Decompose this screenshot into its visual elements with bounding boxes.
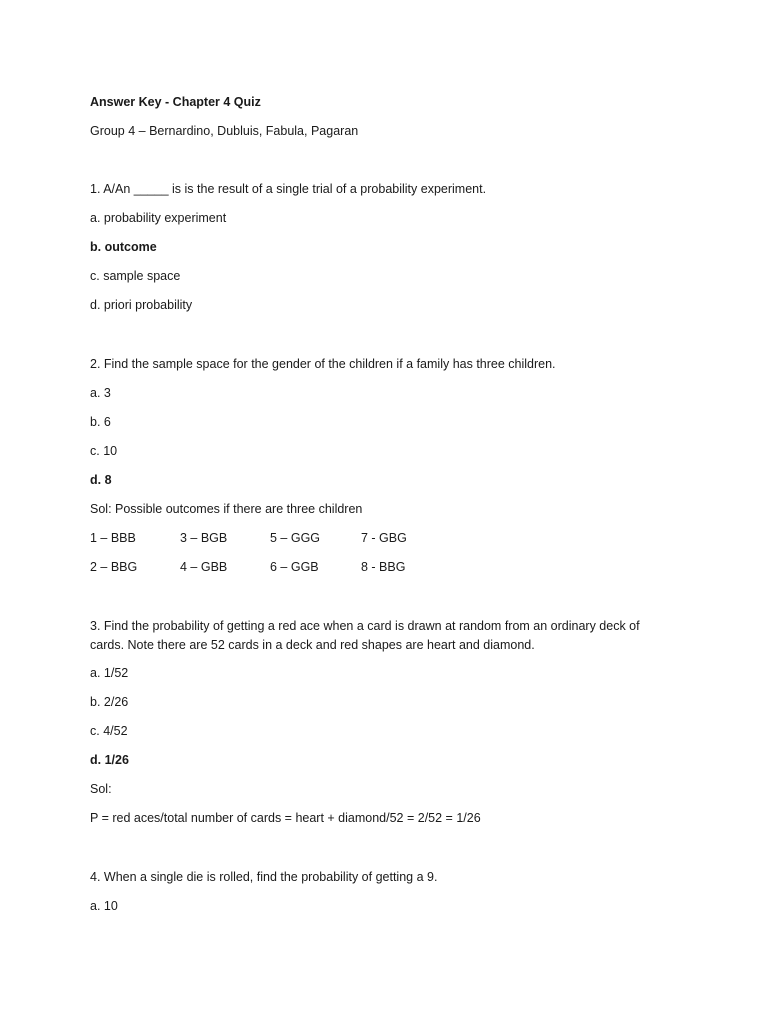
outcome-cell: 5 – GGG — [270, 531, 321, 545]
q2-choice-a: a. 3 — [90, 386, 111, 400]
q3-solution-formula: P = red aces/total number of cards = heart + diamond/52 = 2/52 = 1/26 — [90, 811, 481, 825]
q2-choice-d-answer: d. 8 — [90, 473, 112, 487]
outcome-cell: 6 – GGB — [270, 560, 319, 574]
outcome-cell: 4 – GBB — [180, 560, 228, 574]
q2-choice-c: c. 10 — [90, 444, 118, 458]
q3-choice-c: c. 4/52 — [90, 724, 128, 738]
outcome-cell: 1 – BBB — [90, 531, 136, 545]
question-4: 4. When a single die is rolled, find the probability of getting a 9. — [90, 870, 438, 884]
q1-choice-d: d. priori probability — [90, 298, 193, 312]
q1-choice-b-answer: b. outcome — [90, 240, 157, 254]
outcome-cell: 8 - BBG — [361, 560, 406, 574]
q3-choice-a: a. 1/52 — [90, 666, 129, 680]
document-title: Answer Key - Chapter 4 Quiz — [90, 95, 261, 109]
question-3-line-1: 3. Find the probability of getting a red ace when a card is drawn at random from an ordinary deck of — [90, 619, 640, 633]
outcome-cell: 2 – BBG — [90, 560, 138, 574]
outcome-cell: 7 - GBG — [361, 531, 407, 545]
outcome-cell: 3 – BGB — [180, 531, 228, 545]
q2-solution: Sol: Possible outcomes if there are three children — [90, 502, 363, 516]
q3-solution-label: Sol: — [90, 782, 112, 796]
q1-choice-a: a. probability experiment — [90, 211, 227, 225]
question-2: 2. Find the sample space for the gender of the children if a family has three children. — [90, 357, 556, 371]
q3-choice-b: b. 2/26 — [90, 695, 129, 709]
q2-choice-b: b. 6 — [90, 415, 111, 429]
q4-choice-a: a. 10 — [90, 899, 118, 913]
q1-choice-c: c. sample space — [90, 269, 181, 283]
group-members: Group 4 – Bernardino, Dubluis, Fabula, Pagaran — [90, 124, 359, 138]
question-3-line-2: cards. Note there are 52 cards in a deck and red shapes are heart and diamond. — [90, 638, 535, 652]
question-1: 1. A/An _____ is is the result of a single trial of a probability experiment. — [90, 182, 487, 196]
q3-choice-d-answer: d. 1/26 — [90, 753, 129, 767]
